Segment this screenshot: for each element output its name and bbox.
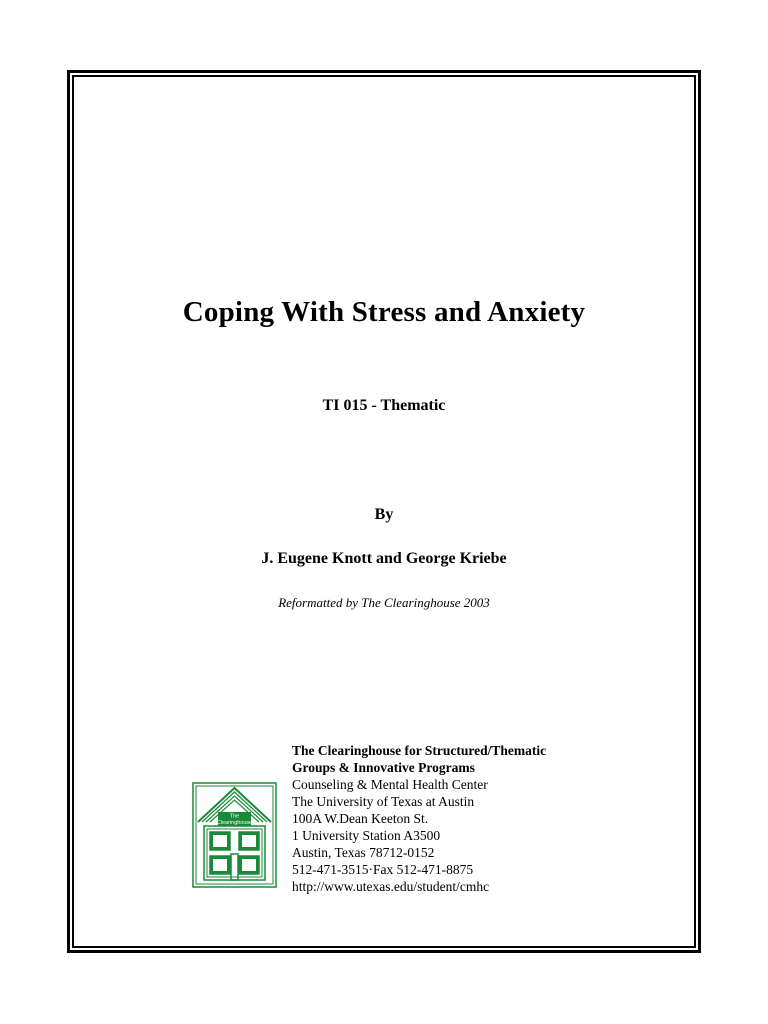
- organization-info: [292, 742, 672, 895]
- clearinghouse-logo: [192, 782, 277, 888]
- reformatted-note: Reformatted by The Clearinghouse 2003: [278, 595, 490, 610]
- address-line: Austin, Texas 78712-0152: [292, 845, 435, 860]
- document-subtitle: TI 015 - Thematic: [322, 397, 446, 414]
- website-url: http://www.utexas.edu/student/cmhc: [292, 879, 490, 894]
- org-name-line1: The Clearinghouse for Structured/Thematic: [292, 743, 547, 758]
- logo-text-the: The: [229, 813, 240, 820]
- document-title: Coping With Stress and Anxiety: [182, 296, 586, 328]
- phone-fax: 512-471-3515·Fax 512-471-8875: [292, 862, 474, 877]
- address-line: 1 University Station A3500: [292, 828, 441, 843]
- org-name-line2: Groups & Innovative Programs: [292, 760, 475, 775]
- authors: J. Eugene Knott and George Kriebe: [261, 550, 507, 567]
- address-line: The University of Texas at Austin: [292, 794, 475, 809]
- address-line: 100A W.Dean Keeton St.: [292, 811, 429, 826]
- logo-text-clearinghouse: Clearinghouse: [216, 820, 253, 826]
- by-label: By: [374, 506, 394, 523]
- address-line: Counseling & Mental Health Center: [292, 777, 488, 792]
